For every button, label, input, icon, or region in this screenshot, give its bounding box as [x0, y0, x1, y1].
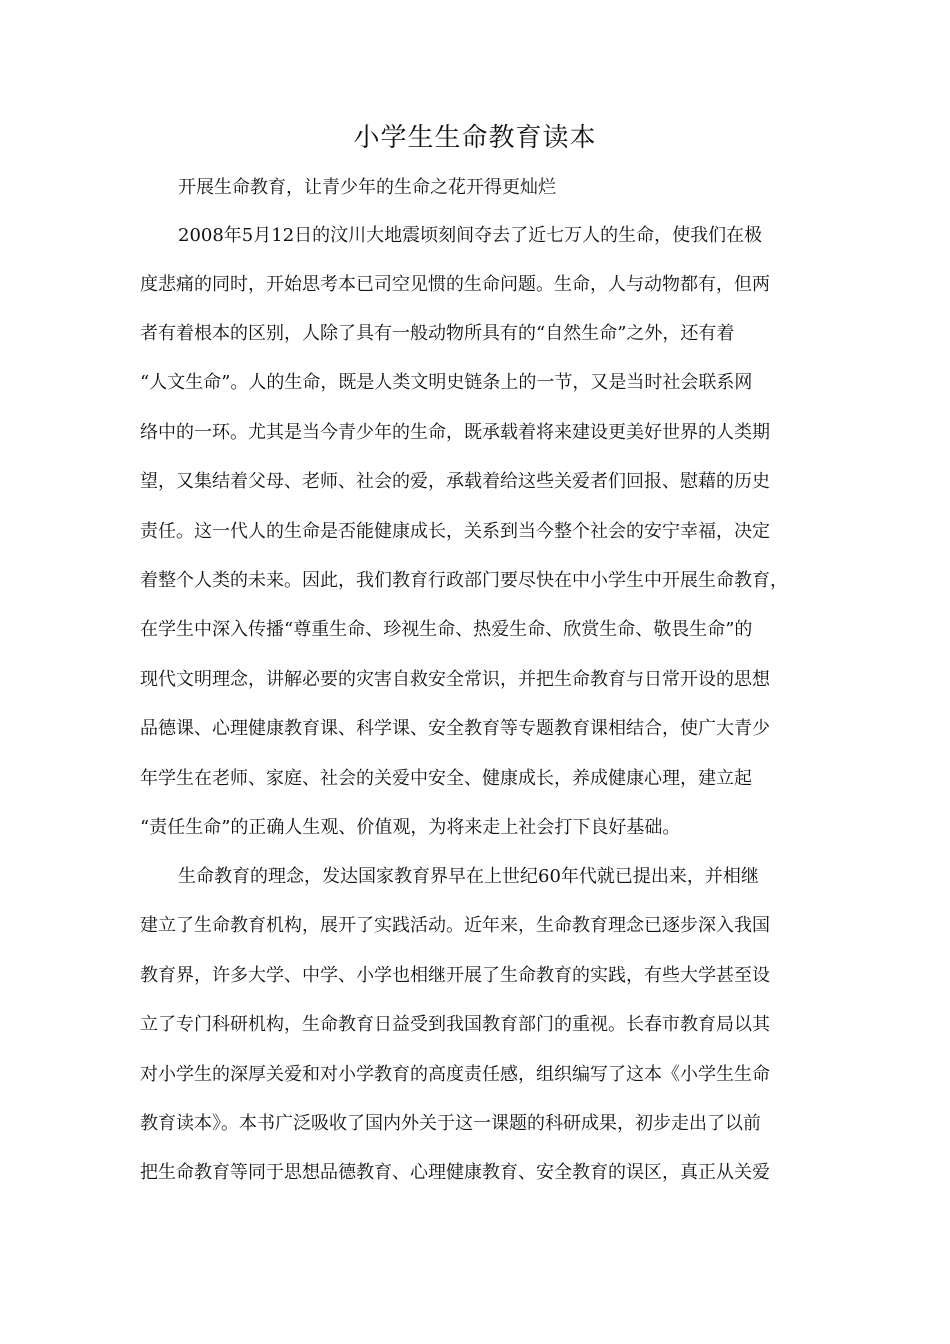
text-line: 者有着根本的区别，人除了具有一般动物所具有的“自然生命”之外，还有着 [140, 323, 735, 344]
text-line: 品德课、心理健康教育课、科学课、安全教育等专题教育课相结合，使广大青少 [140, 718, 770, 739]
document-title: 小学生生命教育读本 [353, 123, 597, 153]
text-line: 在学生中深入传播“尊重生命、珍视生命、热爱生命、欣赏生命、敬畏生命”的 [140, 619, 753, 640]
text-line: 度悲痛的同时，开始思考本已司空见惯的生命问题。生命，人与动物都有，但两 [140, 274, 770, 295]
text-line: “人文生命”。人的生命，既是人类文明史链条上的一节，又是当时社会联系网 [140, 372, 753, 393]
text-line: 教育界，许多大学、中学、小学也相继开展了生命教育的实践，有些大学甚至设 [140, 965, 770, 986]
text-line: 对小学生的深厚关爱和对小学教育的高度责任感，组织编写了这本《小学生生命 [140, 1064, 770, 1085]
text-line: 2008年5月12日的汶川大地震顷刻间夺去了近七万人的生命，使我们在极 [178, 225, 763, 246]
text-line: 责任。这一代人的生命是否能健康成长，关系到当今整个社会的安宁幸福，决定 [140, 521, 770, 542]
text-line: “责任生命”的正确人生观、价值观，为将来走上社会打下良好基础。 [140, 817, 681, 838]
document-subtitle: 开展生命教育，让青少年的生命之花开得更灿烂 [178, 177, 556, 198]
text-line: 络中的一环。尤其是当今青少年的生命，既承载着将来建设更美好世界的人类期 [140, 422, 770, 443]
text-line: 生命教育的理念，发达国家教育界早在上世纪60年代就已提出来，并相继 [178, 866, 759, 887]
text-line: 把生命教育等同于思想品德教育、心理健康教育、安全教育的误区，真正从关爱 [140, 1162, 770, 1183]
text-line: 建立了生命教育机构，展开了实践活动。近年来，生命教育理念已逐步深入我国 [140, 915, 770, 936]
text-line: 年学生在老师、家庭、社会的关爱中安全、健康成长，养成健康心理，建立起 [140, 768, 752, 789]
text-line: 立了专门科研机构，生命教育日益受到我国教育部门的重视。长春市教育局以其 [140, 1014, 770, 1035]
text-line: 教育读本》。本书广泛吸收了国内外关于这一课题的科研成果，初步走出了以前 [140, 1113, 761, 1134]
text-line: 着整个人类的未来。因此，我们教育行政部门要尽快在中小学生中开展生命教育， [140, 570, 788, 591]
text-line: 现代文明理念，讲解必要的灾害自救安全常识，并把生命教育与日常开设的思想 [140, 669, 770, 690]
text-line: 望，又集结着父母、老师、社会的爱，承载着给这些关爱者们回报、慰藉的历史 [140, 471, 770, 492]
